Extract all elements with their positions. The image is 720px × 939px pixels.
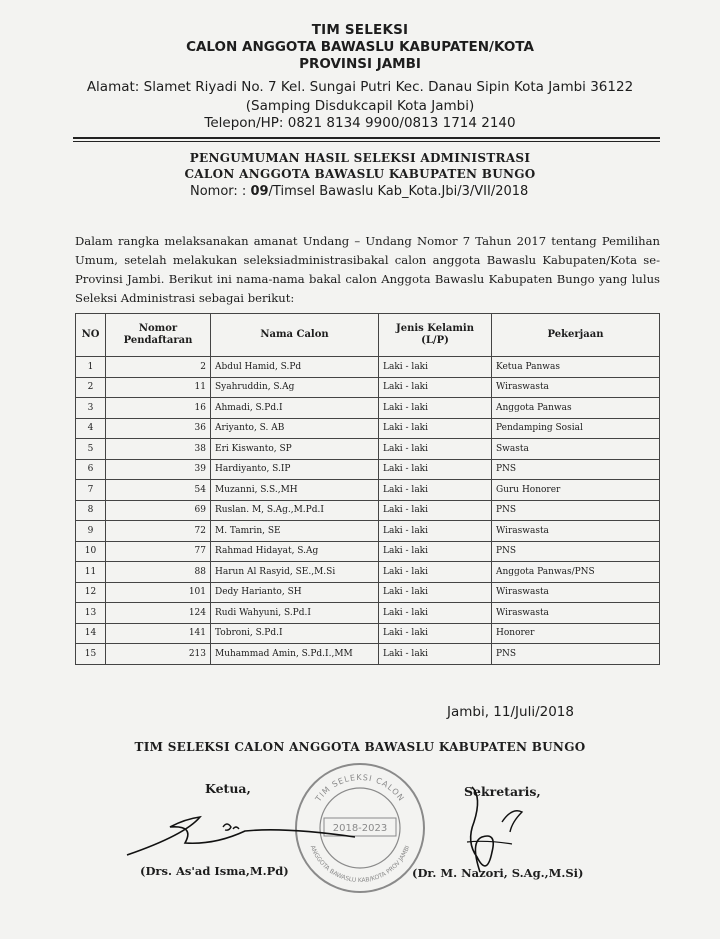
table-row	[76, 644, 660, 665]
cell-no: 5	[76, 439, 106, 460]
letterhead-line-1: TIM SELEKSI	[311, 22, 409, 38]
cell-job: Wiraswasta	[492, 582, 660, 603]
cell-job: Guru Honorer	[492, 480, 660, 501]
cell-no: 7	[76, 480, 106, 501]
cell-job: Anggota Panwas/PNS	[492, 562, 660, 583]
cell-no: 11	[76, 562, 106, 583]
cell-gender: Laki - laki	[379, 521, 492, 542]
cell-registration: 69	[106, 500, 211, 521]
cell-job: PNS	[492, 541, 660, 562]
letterhead-phone: Telepon/HP: 0821 8134 9900/0813 1714 2140	[204, 115, 516, 131]
cell-no: 6	[76, 459, 106, 480]
cell-job: Ketua Panwas	[492, 357, 660, 378]
table-row	[76, 418, 660, 439]
secretary-title: Sekretaris,	[464, 784, 541, 799]
cell-registration: 39	[106, 459, 211, 480]
letterhead	[0, 22, 720, 73]
cell-registration: 54	[106, 480, 211, 501]
cell-gender: Laki - laki	[379, 377, 492, 398]
cell-gender: Laki - laki	[379, 644, 492, 665]
announcement-number	[190, 184, 528, 199]
candidate-table	[75, 313, 660, 665]
cell-no: 8	[76, 500, 106, 521]
cell-job: PNS	[492, 644, 660, 665]
cell-gender: Laki - laki	[379, 480, 492, 501]
table-row	[76, 459, 660, 480]
cell-no: 15	[76, 644, 106, 665]
cell-no: 12	[76, 582, 106, 603]
cell-job: Wiraswasta	[492, 521, 660, 542]
table-row	[76, 357, 660, 378]
cell-registration: 72	[106, 521, 211, 542]
letterhead-line-3: PROVINSI JAMBI	[299, 56, 421, 72]
cell-registration: 36	[106, 418, 211, 439]
chair-title: Ketua,	[205, 781, 251, 796]
cell-name: Rahmad Hidayat, S.Ag	[211, 541, 379, 562]
secretary-name: (Dr. M. Nazori, S.Ag.,M.Si)	[412, 866, 584, 880]
table-row	[76, 377, 660, 398]
chair-signature	[125, 805, 355, 865]
cell-registration: 213	[106, 644, 211, 665]
cell-name: Muzanni, S.S.,MH	[211, 480, 379, 501]
cell-registration: 88	[106, 562, 211, 583]
cell-job: Wiraswasta	[492, 377, 660, 398]
cell-job: Swasta	[492, 439, 660, 460]
letterhead-rule-thin	[73, 141, 660, 142]
cell-name: Ariyanto, S. AB	[211, 418, 379, 439]
table-row	[76, 439, 660, 460]
cell-registration: 38	[106, 439, 211, 460]
header-gender: Jenis Kelamin (L/P)	[379, 314, 492, 357]
cell-no: 4	[76, 418, 106, 439]
cell-gender: Laki - laki	[379, 603, 492, 624]
header-registration: Nomor Pendaftaran	[106, 314, 211, 357]
cell-name: Tobroni, S.Pd.I	[211, 623, 379, 644]
table-row	[76, 562, 660, 583]
table-row	[76, 582, 660, 603]
intro-paragraph: Dalam rangka melaksanakan amanat Undang – Undang Nomor 7 Tahun 2017 tentang Pemilihan Umum, setelah melakukan seleksiadministrasibakal calon anggota Bawaslu Kabupaten/Kota se-Provinsi Jambi. Berikut ini nama-nama bakal calon Anggota Bawaslu Kabupaten Bungo yang lulus Seleksi Administrasi sebagai berikut:	[75, 234, 660, 305]
cell-no: 10	[76, 541, 106, 562]
header-job: Pekerjaan	[492, 314, 660, 357]
announcement-title	[0, 150, 720, 182]
number-rest: /Timsel Bawaslu Kab_Kota.Jbi/3/VII/2018	[268, 184, 529, 199]
number-label: Nomor: :	[190, 184, 247, 199]
letterhead-address: Alamat: Slamet Riyadi No. 7 Kel. Sungai Putri Kec. Danau Sipin Kota Jambi 36122 (Samping Disdukcapil Kota Jambi)	[86, 79, 634, 114]
announcement-title-line-2: CALON ANGGOTA BAWASLU KABUPATEN BUNGO	[184, 167, 536, 181]
cell-registration: 11	[106, 377, 211, 398]
cell-gender: Laki - laki	[379, 582, 492, 603]
cell-no: 1	[76, 357, 106, 378]
cell-registration: 2	[106, 357, 211, 378]
cell-registration: 16	[106, 398, 211, 419]
announcement-title-line-1: PENGUMUMAN HASIL SELEKSI ADMINISTRASI	[189, 151, 531, 165]
cell-name: Harun Al Rasyid, SE.,M.Si	[211, 562, 379, 583]
cell-name: Hardiyanto, S.IP	[211, 459, 379, 480]
cell-name: Muhammad Amin, S.Pd.I.,MM	[211, 644, 379, 665]
table-row	[76, 480, 660, 501]
table-row	[76, 500, 660, 521]
cell-gender: Laki - laki	[379, 541, 492, 562]
cell-gender: Laki - laki	[379, 439, 492, 460]
table-row	[76, 603, 660, 624]
cell-gender: Laki - laki	[379, 500, 492, 521]
letterhead-rule-thick	[73, 137, 660, 139]
cell-gender: Laki - laki	[379, 357, 492, 378]
cell-name: Syahruddin, S.Ag	[211, 377, 379, 398]
cell-name: Abdul Hamid, S.Pd	[211, 357, 379, 378]
stamp-center-text: 2018-2023	[332, 823, 388, 834]
cell-registration: 124	[106, 603, 211, 624]
cell-job: PNS	[492, 500, 660, 521]
stamp-top-text: TIM SELEKSI CALON	[313, 772, 407, 804]
cell-no: 3	[76, 398, 106, 419]
cell-name: Dedy Harianto, SH	[211, 582, 379, 603]
committee-title: TIM SELEKSI CALON ANGGOTA BAWASLU KABUPATEN BUNGO	[134, 740, 586, 754]
cell-name: Rudi Wahyuni, S.Pd.I	[211, 603, 379, 624]
table-row	[76, 623, 660, 644]
closing-date: Jambi, 11/Juli/2018	[447, 704, 574, 720]
table-header-row	[76, 314, 660, 357]
cell-name: Ruslan. M, S.Ag.,M.Pd.I	[211, 500, 379, 521]
cell-registration: 141	[106, 623, 211, 644]
cell-gender: Laki - laki	[379, 398, 492, 419]
cell-gender: Laki - laki	[379, 418, 492, 439]
cell-job: Pendamping Sosial	[492, 418, 660, 439]
cell-job: Wiraswasta	[492, 603, 660, 624]
header-no: NO	[76, 314, 106, 357]
cell-name: Ahmadi, S.Pd.I	[211, 398, 379, 419]
cell-gender: Laki - laki	[379, 459, 492, 480]
header-name: Nama Calon	[211, 314, 379, 357]
letterhead-line-2: CALON ANGGOTA BAWASLU KABUPATEN/KOTA	[186, 39, 534, 55]
cell-name: M. Tamrin, SE	[211, 521, 379, 542]
cell-gender: Laki - laki	[379, 562, 492, 583]
number-bold: 09	[250, 184, 269, 199]
chair-name: (Drs. As'ad Isma,M.Pd)	[140, 864, 289, 878]
table-row	[76, 398, 660, 419]
cell-gender: Laki - laki	[379, 623, 492, 644]
cell-registration: 101	[106, 582, 211, 603]
cell-name: Eri Kiswanto, SP	[211, 439, 379, 460]
cell-no: 14	[76, 623, 106, 644]
cell-no: 13	[76, 603, 106, 624]
stamp-bottom-text: ANGGOTA BAWASLU KAB/KOTA PROV JAMBI	[308, 844, 412, 885]
cell-registration: 77	[106, 541, 211, 562]
table-row	[76, 521, 660, 542]
cell-no: 2	[76, 377, 106, 398]
cell-job: Honorer	[492, 623, 660, 644]
cell-job: Anggota Panwas	[492, 398, 660, 419]
table-row	[76, 541, 660, 562]
cell-no: 9	[76, 521, 106, 542]
cell-job: PNS	[492, 459, 660, 480]
